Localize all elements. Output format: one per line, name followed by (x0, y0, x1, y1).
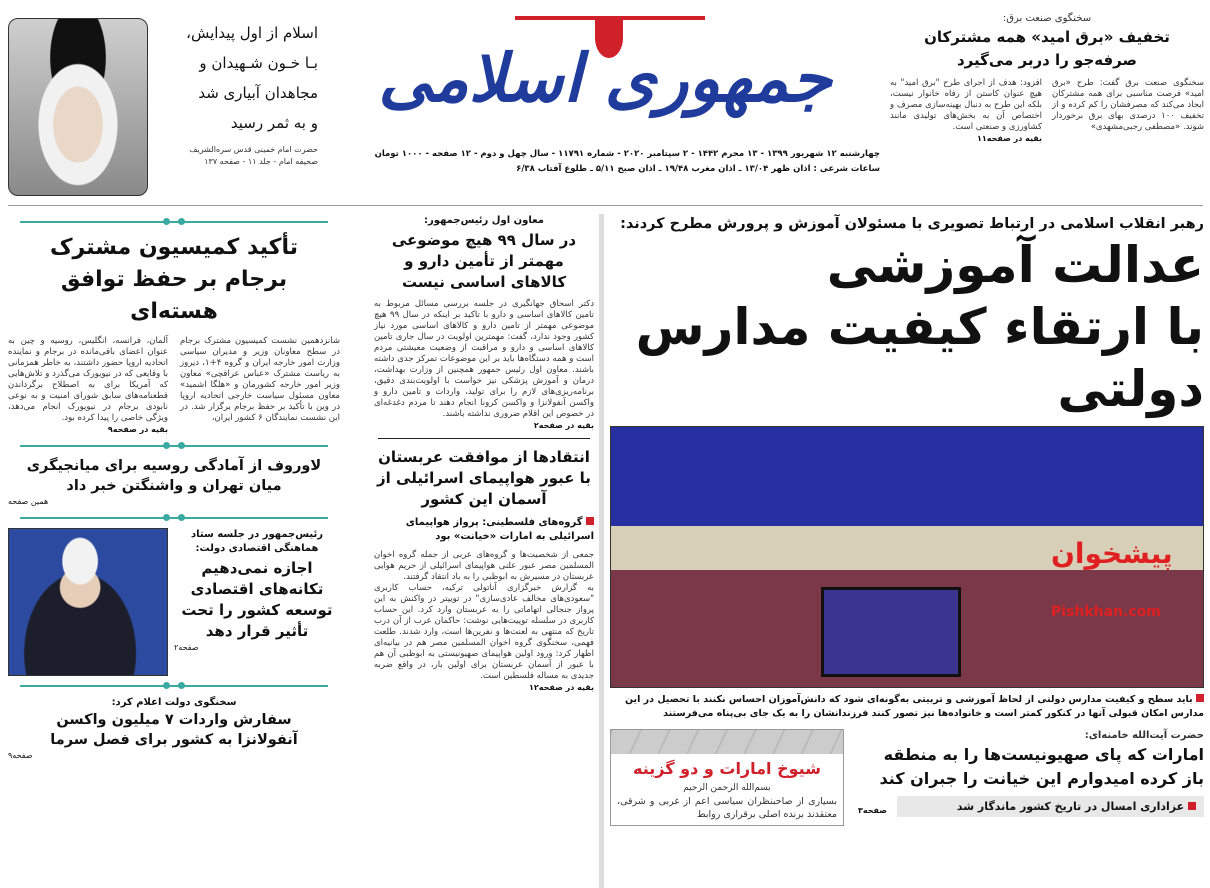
lead-headline: با ارتقاء کیفیت مدارس دولتی (635, 298, 1204, 418)
continued-link[interactable]: بقیه در صفحه۹ (107, 425, 168, 434)
quote-line: اسلام از اول پیدایش، (186, 24, 318, 42)
marker-icon (1188, 802, 1196, 810)
sub-text: عزاداری امسال در تاریخ کشور ماندگار شد (956, 800, 1185, 813)
caption-marker-icon (1196, 694, 1204, 702)
headline: سفارش واردات ۷ میلیون واکسن آنفولانزا به کشور برای فصل سرما (50, 712, 298, 748)
headline: اجازه نمی‌دهیم تکانه‌های اقتصادی توسعه کشور را تحت تأثیر قرار دهد (181, 559, 333, 640)
body-col: شانزدهمین نشست کمیسیون مشترک برجام در سطح معاونان وزیر و مدیران سیاسی وزارت امور خارجه ایران و گروه ۴+۱، دیروز به ریاست مشترک «عباس عراقچی» معاون وزیر امور خارجه کشورمان و «هلگا اشمید» معاون مسئول سیاست خارجی اتحادیه اروپا در وین با تأکید بر حفظ برجام برگزار شد. در این نشست نمایندگان ۶ کشور ایران، (180, 336, 340, 423)
marker-icon (586, 517, 594, 525)
body-col: افزود: هدف از اجرای طرح "برق امید" به هیچ عنوان کاستن از رفاه خانوار نیست، بلکه این طرح به دنبال بهینه‌سازی مصرف و اختصاص آن به بخش‌های تولیدی مانند کشاورزی و صنعتی است. (890, 78, 1042, 132)
kicker: رئیس‌جمهور در جلسه ستاد هماهنگی اقتصادی دولت: (191, 529, 323, 554)
page-ref[interactable]: صفحه۹ (8, 751, 33, 760)
headline: تأکید کمیسیون مشترک برجام بر حفظ توافق هسته‌ای (50, 235, 298, 324)
quote-line: مجاهدان آبیاری شد (198, 84, 318, 102)
headline: باز کرده امیدوارم این خیانت را جبران کند (879, 769, 1204, 788)
sub-headline (374, 516, 594, 544)
body: دکتر اسحاق جهانگیری در جلسه بررسی مسائل مربوط به تامین کالاهای اساسی و دارو با تاکید بر اینکه در سال ۹۹ هیچ موضوعی مهمتر از تامین دارو و کالاهای اساسی مورد نیاز کشور وجود ندارد، گفت: مهمترین اولویت در سال جاری تامین کالاهای اساسی و دارو و مراقبت از وضعیت معیشتی مردم است و همه دستگاه‌ها باید بر این موضوعات تمرکز جدی داشته باشند. معاون اول رئیس جمهور همچنین از وزارت بهداشت، درمان و آموزش پزشکی نیز خواست با اولویت‌بندی دقیق، برنامه‌ریزی‌های لازم را برای تولید، واردات و تامین دارو و واکسن آنفولانزا و واکسن کرونا انجام دهند تا مردم دغدغه‌ای در خصوص این اقلام ضروری نداشته باشند. (374, 299, 594, 419)
quote-line: و به ثمر رسید (230, 114, 318, 132)
watermark: Pishkhan.com (1051, 604, 1161, 620)
continued-link[interactable]: بقیه در صفحه۲ (533, 421, 594, 430)
section-divider (20, 445, 328, 447)
lead-bottom-row (610, 729, 1204, 826)
middle-column (374, 214, 594, 694)
photo-caption (610, 693, 1204, 721)
masthead-title: جمهوری اسلامی (378, 39, 832, 117)
body-col: آلمان، فرانسه، انگلیس، روسیه و چین به عنوان اعضای باقی‌مانده در برجام و نماینده اتحادیه اروپا حضور داشتند، به خاطر همزمانی با وقایعی که در نیویورک می‌گذرد و تلاش‌هایی که آمریکا برای به اصطلاح برگرداندن قطعنامه‌های سابق شورای امنیت و به نوعی نابودی برجام در نیویورک انجام می‌دهد، ویژگی خاصی را پیدا کرده بود. (8, 336, 168, 423)
headline: لاوروف از آمادگی روسیه برای میانجیگری میان تهران و واشنگتن خبر داد (26, 458, 322, 494)
lead-kicker: رهبر انقلاب اسلامی در ارتباط تصویری با مسئولان آموزش و پرورش مطرح کردند: (620, 216, 1204, 232)
middle-divider (378, 438, 590, 439)
caption-text: باید سطح و کیفیت مدارس دولتی از لحاظ آموزشی و تربیتی به‌گونه‌ای شود که دانش‌آموزان احساس نکنند با تحصیل در این مدارس امکان قبولی آنها در کنکور کمتر است و خانواده‌ها نیز تصور کنند فرزندانشان را به یک جای بی‌پناه می‌فرستند (625, 694, 1204, 719)
lavrov-story (8, 456, 340, 508)
page-ref[interactable]: همین صفحه (8, 497, 49, 506)
headline: در سال ۹۹ هیچ موضوعی مهمتر از تأمین دارو و کالاهای اساسی نیست (391, 231, 577, 291)
header-divider (8, 205, 1203, 206)
date-line: چهارشنبه ۱۲ شهریور ۱۳۹۹ - ۱۳ محرم ۱۴۴۲ - ۲ سپتامبر ۲۰۲۰ - شماره ۱۱۷۹۱ - سال چهل و دوم - ۱۲ صفحه - ۱۰۰۰ تومان (374, 149, 880, 159)
rouhani-row (8, 528, 340, 676)
kicker: حضرت آیت‌الله خامنه‌ای: (1084, 730, 1204, 741)
vaccine-story (8, 696, 340, 762)
quote-source: حضرت امام خمینی قدس سره‌الشریف (189, 145, 318, 154)
watermark-fa: پیشخوان (1051, 537, 1173, 570)
uae-story (858, 729, 1204, 817)
editorial-title: شیوخ امارات و دو گزینه (633, 759, 821, 778)
left-column (8, 212, 340, 762)
column-separator (599, 214, 604, 888)
headline: امارات که پای صهیونیست‌ها را به منطقه (883, 745, 1204, 764)
quote-line: بـا خـون شـهیدان و (199, 54, 318, 72)
date-block (335, 148, 880, 176)
quote-reference: صحیفه امام - جلد ۱۱ - صفحه ۱۳۷ (204, 157, 318, 166)
headline: صرفه‌جو را دربر می‌گیرد (956, 51, 1138, 69)
section-divider (20, 221, 328, 223)
kicker: معاون اول رئیس‌جمهور: (424, 215, 544, 226)
section-divider (20, 685, 328, 687)
editorial-text: بسیاری از صاحبنظران سیاسی اعم از غربی و شرقی، معتقدند برنده اصلی برقراری روابط (617, 796, 837, 820)
meeting-photo (610, 426, 1204, 688)
bismillah: بسم‌الله الرحمن الرحیم (683, 783, 771, 793)
lead-headline: عدالت آموزشی (826, 236, 1204, 294)
continued-link[interactable]: بقیه در صفحه۱۱ (976, 134, 1042, 143)
prayer-times: ساعات شرعی : اذان ظهر ۱۳/۰۴ ـ اذان مغرب ۱۹/۴۸ ـ اذان صبح ۵/۱۱ ـ طلوع آفتاب ۶/۳۸ (516, 164, 880, 174)
lead-column (610, 214, 1204, 826)
khomeini-photo (8, 18, 148, 196)
rouhani-story (174, 528, 340, 654)
headline: تخفیف «برق امید» همه مشترکان (924, 28, 1170, 46)
page-ref[interactable]: صفحه۳ (858, 806, 887, 815)
saudi-story (374, 447, 594, 694)
section-divider (20, 517, 328, 519)
editorial-banner (611, 730, 843, 754)
quote-block (158, 18, 318, 168)
page-ref[interactable]: صفحه۲ (174, 643, 199, 652)
kicker: سخنگوی صنعت برق: (1002, 13, 1092, 24)
headline: انتقادها از موافقت عربستان با عبور هواپیمای اسرائیلی از آسمان این کشور (377, 448, 591, 508)
vp-story (374, 214, 594, 432)
sub-headline (897, 796, 1204, 817)
electricity-story (890, 12, 1204, 145)
kicker: سخنگوی دولت اعلام کرد: (111, 697, 237, 708)
body: به گزارش خبرگزاری آناتولی ترکیه، حساب کاربری "سعودی‌های مخالف عادی‌سازی" در توییتر در واکنش به این پرواز جنجالی اتهاماتی را به عربستان وارد کرد. این حساب کاربری در سلسله توییت‌هایی نوشت: حاکمان عرب از آن درب تاریخ که منتهی به لعنت‌ها و نفرین‌ها است، وارد شدند. طلعت فهمی، سخنگوی گروه اخوان المسلمین مصر هم در بیانیه‌ای اظهار کرد: ورود اولین هواپیمای صهیونیستی به ابوظبی آن هم با عبور از آسمان عربستان برای اولین بار، در واقع ضربه جدیدی به مساله فلسطین است. (374, 583, 594, 681)
jcpoa-story (8, 232, 340, 436)
masthead-logo (335, 6, 875, 146)
video-screen (821, 587, 961, 677)
editorial-box (610, 729, 844, 826)
continued-link[interactable]: بقیه در صفحه۱۲ (528, 683, 594, 692)
rouhani-photo (8, 528, 168, 676)
sub-text: گروه‌های فلسطینی: پرواز هواپیمای اسرائیلی به امارات «خیانت» بود (405, 517, 594, 542)
body-col: سخنگوی صنعت برق گفت: طرح «برق امید» فرصت مناسبی برای همه مشترکان ایجاد می‌کند که مصرفشان را کم کرده و از تخفیف ۱۰۰ درصدی بهای برق برخوردار شوند. «مصطفی رجبی‌مشهدی» (1052, 78, 1205, 132)
body: جمعی از شخصیت‌ها و گروه‌های عربی از جمله گروه اخوان المسلمین مصر عبور علنی هواپیمای اسرائیلی از حریم هوایی عربستان در مسیرش به ابوظبی را به باد انتقاد گرفتند. (374, 550, 594, 582)
